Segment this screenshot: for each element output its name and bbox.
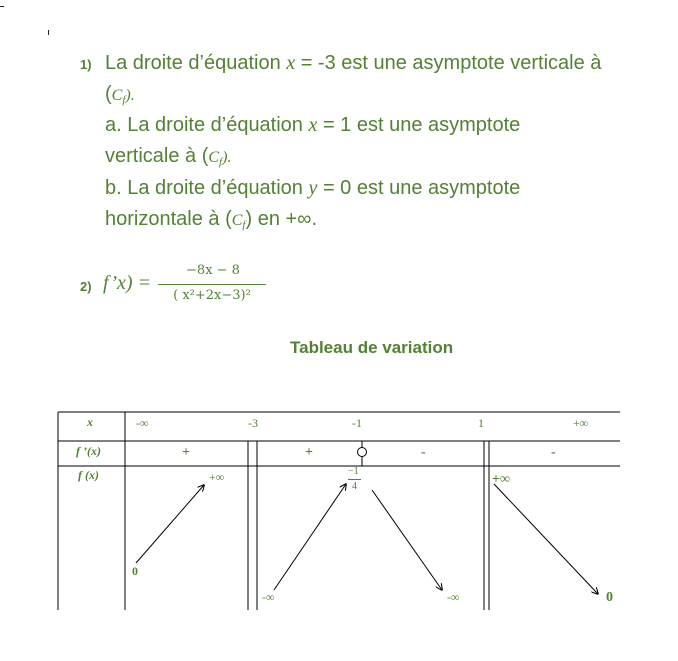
derivative-lhs: f’x) = bbox=[103, 272, 152, 294]
fraction-numerator: −8x − 8 bbox=[186, 263, 240, 278]
f-value-mid-low: -∞ bbox=[262, 590, 275, 604]
item2-number: 2) bbox=[80, 279, 92, 294]
item1-a-line2: verticale à $(C_f)$. bbox=[105, 145, 232, 168]
sign-3: - bbox=[421, 445, 426, 460]
item1-line2: $(C_f)$. bbox=[105, 83, 135, 106]
row-label-x: x bbox=[87, 415, 93, 429]
sign-2: + bbox=[305, 445, 313, 460]
x-value-1: 1 bbox=[478, 416, 484, 430]
item1-line1: La droite d’équation x = -3 est une asymptote verticale à bbox=[105, 52, 602, 74]
item1-b-line2: horizontale à $(C_f)$ en +∞. bbox=[105, 208, 317, 231]
f-value-max-den: 4 bbox=[352, 481, 357, 492]
item1-number: 1) bbox=[80, 57, 92, 72]
f-value-end: 0 bbox=[606, 590, 613, 605]
sign-1: + bbox=[182, 445, 190, 460]
f-value-after-start: +∞ bbox=[209, 470, 225, 484]
f-value-max-num: −1 bbox=[348, 466, 359, 477]
row-label-f: f (x) bbox=[78, 468, 99, 482]
x-value-plus-inf: +∞ bbox=[573, 416, 589, 430]
table-title: Tableau de variation bbox=[290, 338, 454, 357]
f-value-after-max: -∞ bbox=[447, 590, 460, 604]
fraction-denominator: ( x²+2x−3)² bbox=[173, 288, 251, 303]
f-value-right-start: +∞ bbox=[492, 472, 510, 487]
item1-a-line1: a. La droite d’équation x = 1 est une asymptote bbox=[105, 114, 521, 136]
row-label-fprime: f ’(x) bbox=[76, 444, 101, 458]
x-value-minus-1: -1 bbox=[352, 416, 362, 430]
f-value-max-bar bbox=[348, 479, 361, 480]
x-value-minus-inf: -∞ bbox=[136, 416, 149, 430]
sign-4: - bbox=[551, 445, 556, 460]
x-value-minus-3: -3 bbox=[248, 416, 258, 430]
item1-b-line1: b. La droite d’équation y = 0 est une asymptote bbox=[105, 177, 521, 199]
f-value-start: 0 bbox=[132, 564, 138, 578]
